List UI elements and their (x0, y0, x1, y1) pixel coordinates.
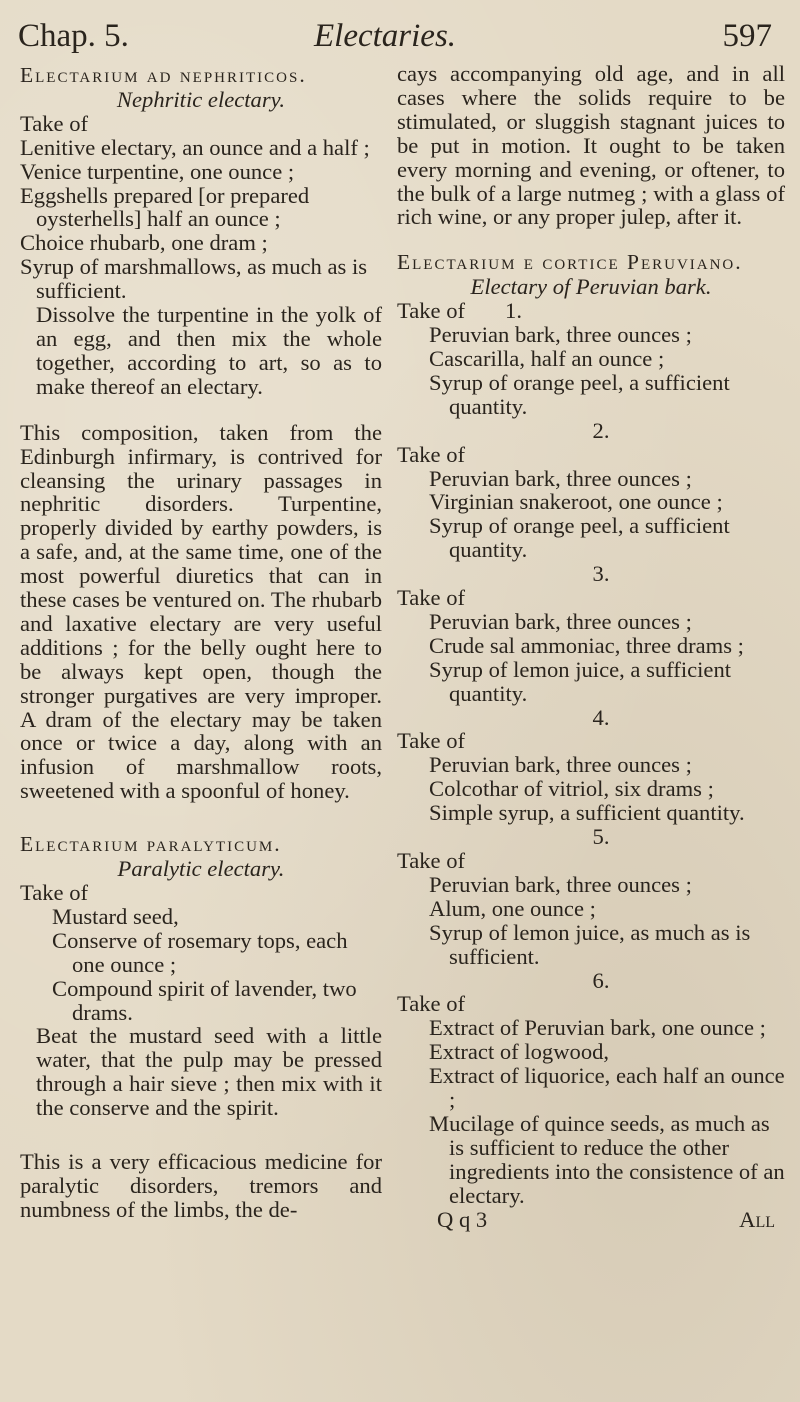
ingredient: Eggshells prepared [or prepared oysterhells] half an ounce ; (20, 182, 310, 232)
ingredient: Peruvian bark, three ounces ; (429, 752, 692, 778)
recipe-3 (397, 562, 785, 705)
ingredient: Mustard seed, (52, 903, 179, 929)
peruvian-bark-section (397, 251, 785, 1207)
page-header (18, 12, 772, 60)
ingredient: Syrup of orange peel, a sufficient quantity. (429, 369, 730, 419)
section-subtitle: Paralytic electary. (117, 856, 285, 882)
ingredient: Lenitive electary, an ounce and a half ; (20, 134, 370, 160)
take-of-label: Take of (397, 298, 466, 324)
ingredient: Extract of logwood, (429, 1039, 610, 1065)
ingredient: Syrup of orange peel, a sufficient quantity. (429, 513, 730, 563)
commentary: This is a very efficacious medicine for paralytic disorders, tremors and numbness of the limbs, the de- (20, 1149, 382, 1222)
left-column (20, 64, 382, 1222)
recipe-number: 3. (592, 561, 610, 587)
take-of-label: Take of (397, 848, 466, 873)
take-of-label: Take of (20, 110, 89, 136)
nephritic-electary-section (20, 64, 382, 803)
ingredient: Peruvian bark, three ounces ; (429, 322, 692, 348)
ingredient: Compound spirit of lavender, two drams. (52, 975, 357, 1025)
catchword: All (739, 1206, 775, 1232)
ingredient: Alum, one ounce ; (429, 895, 596, 921)
take-of-label: Take of (397, 728, 466, 754)
ingredient: Syrup of lemon juice, a sufficient quantity. (429, 656, 732, 706)
directions: Dissolve the turpentine in the yolk of an egg, and then mix the whole together, according to art, so as to make thereof an electary. (36, 302, 382, 399)
running-title: Electaries. (314, 18, 457, 54)
ingredient: Extract of Peruvian bark, one ounce ; (429, 1015, 766, 1041)
take-of-label: Take of (397, 585, 466, 611)
ingredient: Colcothar of vitriol, six drams ; (429, 776, 714, 802)
right-column (397, 62, 785, 1232)
ingredient: Simple syrup, a sufficient quantity. (429, 800, 745, 826)
recipe-1 (397, 299, 785, 419)
page-number: 597 (722, 18, 772, 54)
paralytic-electary-section (20, 833, 382, 1222)
continued-text: cays accompanying old age, and in all cases where the solids require to be stimulated, or sluggish stagnant juices to be put in motion. It ought to be taken every morning and evening, or oftener, to the bulk of a large nutmeg ; with a glass of rich wine, or any proper julep, after it. (397, 61, 785, 230)
commentary: This composition, taken from the Edinburgh infirmary, is contrived for cleansing the urinary passages in nephritic disorders. Turpentine, properly divided by earthy powders, is a safe, and, at the same time, one of the most powerful diuretics that can in these cases be ventured on. The rhubarb and laxative electary are very useful additions ; for the belly ought here to be always kept open, though the stronger purgatives are very improper. A dram of the electary may be taken once or twice a day, along with an infusion of marshmallow roots, sweetened with a spoonful of honey. (20, 419, 382, 804)
recipe-number: 4. (592, 704, 610, 730)
chapter-label: Chap. 5. (18, 18, 129, 54)
ingredient: Crude sal ammoniac, three drams ; (429, 632, 744, 658)
ingredient: Virginian snakeroot, one ounce ; (429, 489, 723, 515)
ingredient: Peruvian bark, three ounces ; (429, 465, 692, 491)
recipe-number: 1. (505, 298, 522, 324)
recipe-4 (397, 706, 785, 826)
ingredient: Venice turpentine, one ounce ; (20, 158, 295, 184)
page-footer (397, 1208, 785, 1232)
take-of-label: Take of (397, 991, 466, 1017)
ingredient: Choice rhubarb, one dram ; (20, 230, 268, 256)
take-of-label: Take of (20, 880, 89, 905)
ingredient: Syrup of lemon juice, as much as is sufficient. (429, 919, 751, 969)
recipe-number: 6. (592, 967, 610, 993)
section-subtitle: Electary of Peruvian bark. (470, 274, 712, 300)
take-of-label: Take of (397, 441, 466, 467)
signature-mark: Q q 3 (437, 1206, 488, 1232)
recipe-number: 2. (592, 417, 610, 443)
recipe-number: 5. (592, 824, 610, 850)
ingredient: Peruvian bark, three ounces ; (429, 608, 692, 634)
section-title: Electarium ad nephriticos. (20, 63, 307, 87)
ingredient: Conserve of rosemary tops, each one ounce ; (52, 927, 348, 977)
section-title: Electarium e cortice Peruviano. (397, 250, 743, 275)
ingredient: Peruvian bark, three ounces ; (429, 871, 692, 897)
ingredient: Syrup of marshmallows, as much as is sufficient. (20, 254, 368, 304)
ingredient: Extract of liquorice, each half an ounce ; (429, 1063, 785, 1113)
recipe-5 (397, 825, 785, 968)
recipe-6 (397, 969, 785, 1208)
directions: Beat the mustard seed with a little water, that the pulp may be pressed through a hair sieve ; then mix with it the conserve and the spirit. (36, 1023, 382, 1121)
section-subtitle: Nephritic electary. (116, 86, 286, 112)
recipe-2 (397, 419, 785, 562)
ingredient: Cascarilla, half an ounce ; (429, 345, 665, 371)
ingredient: Mucilage of quince seeds, as much as is sufficient to reduce the other ingredients into the consistence of an electary. (429, 1110, 785, 1208)
section-title: Electarium paralyticum. (20, 832, 282, 857)
